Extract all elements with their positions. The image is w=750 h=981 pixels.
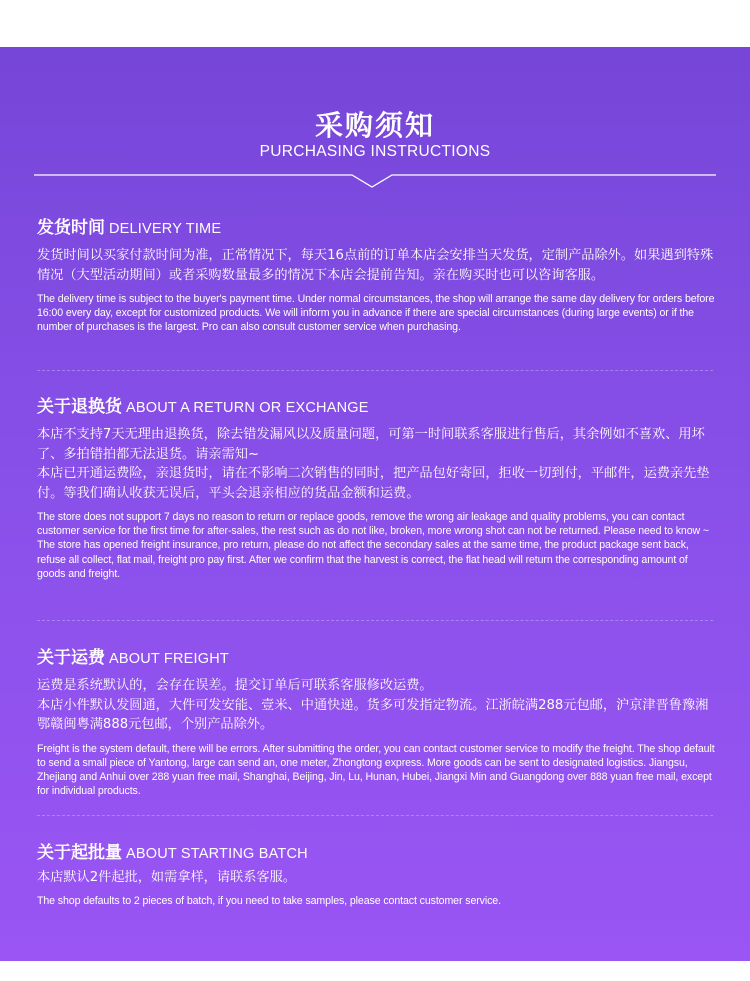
section-heading	[37, 842, 717, 865]
section-title-cn: 发货时间	[37, 218, 105, 238]
section-body-cn: 本店默认2件起批，如需拿样，请联系客服。	[37, 870, 296, 885]
section-title-cn: 关于起批量	[37, 843, 122, 863]
section-body-cn: 运费是系统默认的，会存在误差。提交订单后可联系客服修改运费。	[37, 678, 433, 693]
section-starting-batch	[37, 842, 717, 908]
section-body-en: The shop defaults to 2 pieces of batch, if you need to take samples, please contact customer service.	[37, 894, 501, 907]
section-divider	[37, 815, 713, 816]
section-title-cn: 关于运费	[37, 648, 105, 668]
section-body-cn: 本店不支持7天无理由退换货，除去错发漏风以及质量问题，可第一时间联系客服进行售后，其余例如不喜欢、用坏了、多拍错拍都无法退货。请亲需知~	[37, 427, 705, 462]
section-body-cn-2: 本店小件默认发圆通，大件可发安能、壹米、中通快递。货多可发指定物流。江浙皖满288元包邮，沪京津晋鲁豫湘鄂赣闽粤满888元包邮，个别产品除外。	[37, 697, 709, 732]
section-body-en: Freight is the system default, there will be errors. After submitting the order, you can contact customer service to modify the freight. The shop default to send a small piece of Yantong, large can send an, one meter, Zhongtong express. More goods can be sent to designated logistics. Jiangsu, Zhejiang and Anhui over 288 yuan free mail, Shanghai, Beijing, Jin, Lu, Hunan, Hubei, Jiangxi Min and Guangdong over 888 yuan free mail, except for individual products.	[37, 742, 715, 798]
section-body-en-2: The store has opened freight insurance, pro return, please do not affect the secondary sales at the same time, the product package sent back, refuse all collect, flat mail, freight pro pay first. After we confirm that the harvest is correct, the flat head will return the corresponding amount of goods and freight.	[37, 539, 689, 580]
header-divider	[34, 169, 716, 189]
section-heading	[37, 217, 717, 240]
section-title-en: DELIVERY TIME	[109, 221, 222, 237]
section-title-en: ABOUT FREIGHT	[109, 651, 229, 667]
page-subtitle: PURCHASING INSTRUCTIONS	[259, 143, 491, 160]
section-title-en: ABOUT STARTING BATCH	[126, 846, 308, 862]
page-title: 采购须知	[314, 109, 435, 142]
section-title-en: ABOUT A RETURN OR EXCHANGE	[126, 400, 369, 416]
section-heading	[37, 396, 717, 419]
section-heading	[37, 647, 717, 670]
section-freight	[37, 647, 717, 798]
section-delivery-time	[37, 217, 717, 335]
section-title-cn: 关于退换货	[37, 397, 122, 417]
section-divider	[37, 370, 713, 371]
section-return-exchange	[37, 396, 717, 581]
section-body-cn-2: 本店已开通运费险，亲退货时，请在不影响二次销售的同时，把产品包好寄回，拒收一切到付，平邮件，运费亲先垫付。等我们确认收获无误后，平头会退亲相应的货品金额和运费。	[37, 466, 710, 501]
section-body-cn: 发货时间以买家付款时间为准，正常情况下，每天16点前的订单本店会安排当天发货，定制产品除外。如果遇到特殊情况（大型活动期间）或者采购数量最多的情况下本店会提前告知。亲在购买时也可以咨询客服。	[37, 248, 714, 283]
section-body-en: The delivery time is subject to the buyer's payment time. Under normal circumstances, the shop will arrange the same day delivery for orders before 16:00 every day, except for customized products. We will inform you in advance if there are special circumstances (during large events) or if the number of purchases is the largest. Pro can also consult customer service when purchasing.	[37, 293, 715, 334]
section-body-en: The store does not support 7 days no reason to return or replace goods, remove the wrong air leakage and quality problems, you can contact customer service for the first time for after-sales, the rest such as do not like, broken, more wrong shot can not be returned. Please need to know ~	[37, 511, 709, 538]
section-divider	[37, 620, 713, 621]
instructions-panel	[0, 47, 750, 961]
